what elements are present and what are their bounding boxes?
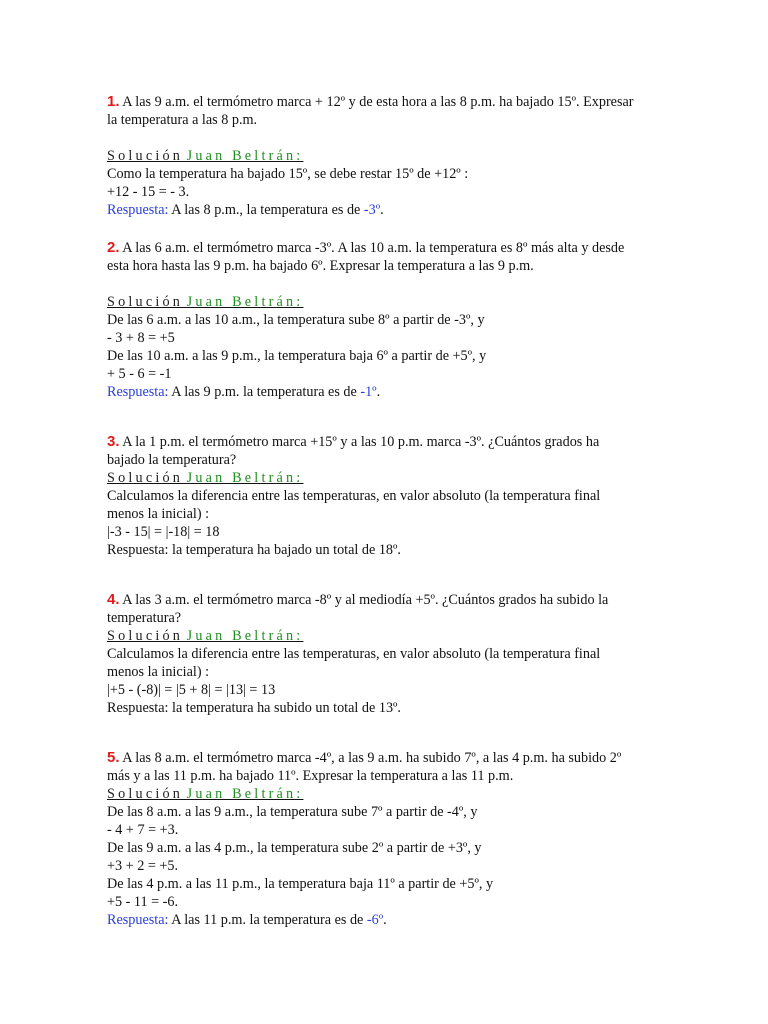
problem-statement-line: 1. A las 9 a.m. el termómetro marca + 12º y de esta hora a las 8 p.m. ha bajado 15º. Expresar: [107, 93, 634, 110]
problem-statement-line: bajado la temperatura?: [107, 452, 237, 468]
solution-author: Juan Beltrán:: [186, 148, 304, 164]
solution-step: De las 4 p.m. a las 11 p.m., la temperatura baja 11º a partir de +5º, y: [107, 876, 494, 892]
solution-step: - 3 + 8 = +5: [107, 330, 175, 346]
answer-label: Respuesta:: [107, 912, 169, 928]
answer-label: Respuesta:: [107, 384, 169, 400]
problem-number: 2.: [107, 239, 120, 256]
solution-step: +3 + 2 = +5.: [107, 858, 179, 874]
problem-statement-line: esta hora hasta las 9 p.m. ha bajado 6º. Expresar la temperatura a las 9 p.m.: [107, 258, 534, 274]
solution-step: Calculamos la diferencia entre las temperaturas, en valor absoluto (la temperatura final: [107, 646, 601, 662]
solution-step: - 4 + 7 = +3.: [107, 822, 179, 838]
solution-step: De las 8 a.m. a las 9 a.m., la temperatura sube 7º a partir de -4º, y: [107, 804, 478, 820]
solution-label: Solución: [107, 628, 184, 644]
problem-number: 5.: [107, 749, 120, 766]
solution-step: +5 - 11 = -6.: [107, 894, 179, 910]
solution-step: + 5 - 6 = -1: [107, 366, 172, 382]
solution-heading: [107, 469, 677, 487]
problem-statement-line: 3. A la 1 p.m. el termómetro marca +15º y a las 10 p.m. marca -3º. ¿Cuántos grados ha: [107, 433, 600, 450]
solution-label: Solución: [107, 294, 184, 310]
problem-number: 3.: [107, 433, 120, 450]
problem-statement-line: 5. A las 8 a.m. el termómetro marca -4º, a las 9 a.m. ha subido 7º, a las 4 p.m. ha subido 2º: [107, 749, 622, 766]
solution-step: +12 - 15 = - 3.: [107, 184, 190, 200]
answer-value: -6º: [366, 912, 384, 928]
problem-number: 1.: [107, 93, 120, 110]
solution-step: Calculamos la diferencia entre las temperaturas, en valor absoluto (la temperatura final: [107, 488, 601, 504]
answer-value: -1º: [360, 384, 377, 400]
solution-label: Solución: [107, 470, 184, 486]
problem-3: [107, 433, 677, 559]
solution-heading: [107, 147, 677, 165]
answer-line: Respuesta: A las 11 p.m. la temperatura es de -6º.: [107, 912, 387, 928]
solution-heading: [107, 293, 677, 311]
solution-author: Juan Beltrán:: [186, 294, 304, 310]
solution-step: |+5 - (-8)| = |5 + 8| = |13| = 13: [107, 682, 276, 698]
answer-line: Respuesta: la temperatura ha bajado un total de 18º.: [107, 542, 401, 558]
problem-1: [107, 93, 677, 219]
solution-step: De las 9 a.m. a las 4 p.m., la temperatura sube 2º a partir de +3º, y: [107, 840, 482, 856]
problem-5: [107, 749, 677, 929]
solution-author: Juan Beltrán:: [186, 786, 304, 802]
problem-statement-line: más y a las 11 p.m. ha bajado 11º. Expresar la temperatura a las 11 p.m.: [107, 768, 514, 784]
solution-step: De las 6 a.m. a las 10 a.m., la temperatura sube 8º a partir de -3º, y: [107, 312, 485, 328]
answer-line: Respuesta: la temperatura ha subido un total de 13º.: [107, 700, 401, 716]
problem-number: 4.: [107, 591, 120, 608]
answer-line: Respuesta: A las 8 p.m., la temperatura es de -3º.: [107, 202, 384, 218]
problem-4: [107, 591, 677, 717]
solution-author: Juan Beltrán:: [186, 628, 304, 644]
solution-step: menos la inicial) :: [107, 506, 210, 522]
answer-line: Respuesta: A las 9 p.m. la temperatura es de -1º.: [107, 384, 381, 400]
solution-author: Juan Beltrán:: [186, 470, 304, 486]
solution-step: |-3 - 15| = |-18| = 18: [107, 524, 220, 540]
answer-value: -3º: [363, 202, 381, 218]
problem-2: [107, 239, 677, 401]
problem-statement-line: 2. A las 6 a.m. el termómetro marca -3º. A las 10 a.m. la temperatura es 8º más alta y desde: [107, 239, 625, 256]
solution-heading: [107, 627, 677, 645]
solution-label: Solución: [107, 786, 184, 802]
solution-step: De las 10 a.m. a las 9 p.m., la temperatura baja 6º a partir de +5º, y: [107, 348, 487, 364]
problem-statement-line: temperatura?: [107, 610, 182, 626]
answer-label: Respuesta:: [107, 202, 169, 218]
solution-label: Solución: [107, 148, 184, 164]
solution-heading: [107, 785, 677, 803]
solution-step: menos la inicial) :: [107, 664, 210, 680]
problem-statement-line: la temperatura a las 8 p.m.: [107, 112, 258, 128]
problem-statement-line: 4. A las 3 a.m. el termómetro marca -8º y al mediodía +5º. ¿Cuántos grados ha subido la: [107, 591, 609, 608]
solution-step: Como la temperatura ha bajado 15º, se debe restar 15º de +12º :: [107, 166, 469, 182]
